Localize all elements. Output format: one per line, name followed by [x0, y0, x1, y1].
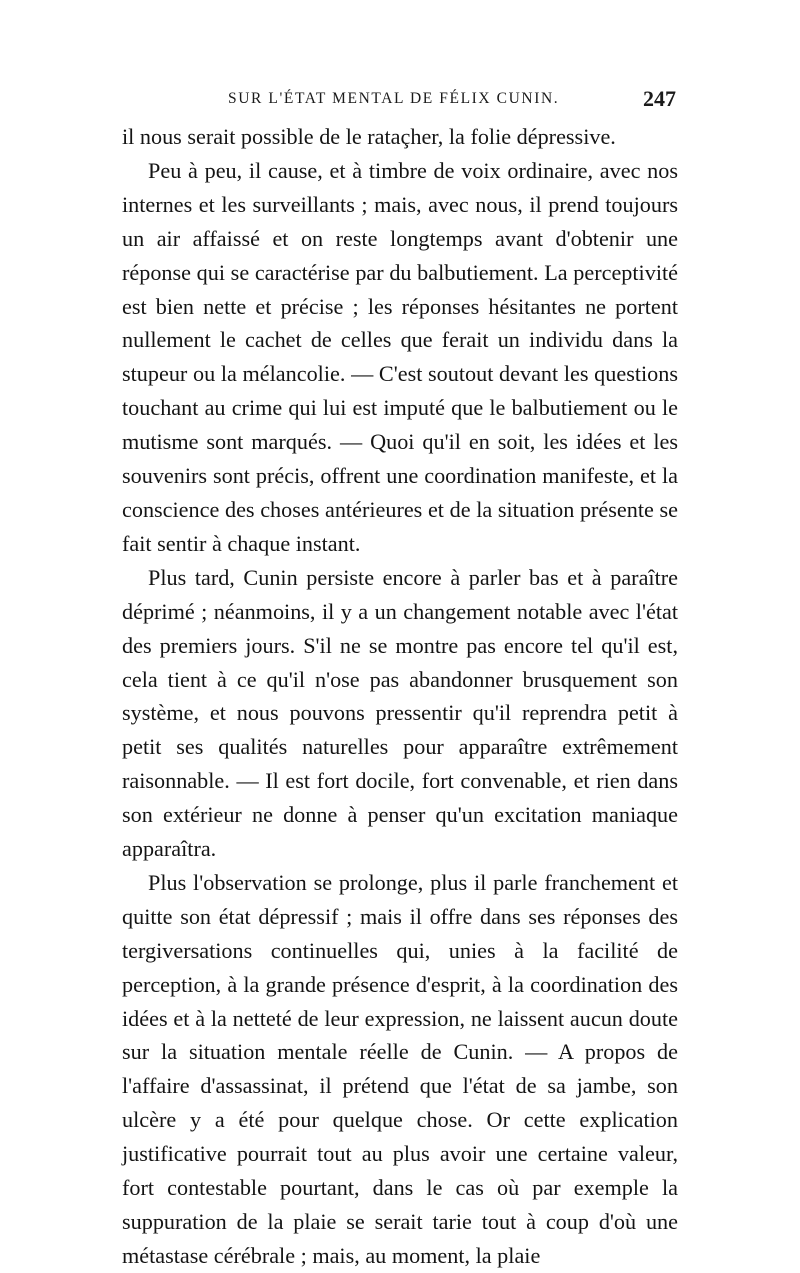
paragraph: Plus l'observation se prolonge, plus il parle franchement et quitte son état dépressif ; mais il offre dans ses réponses des tergiversations continuelles qui, unies à la facilité de perception, à la grande présence d'esprit, à la coordination des idées et à la netteté de leur expression, ne laissent aucun doute sur la situation mentale réelle de Cunin. — A propos de l'affaire d'assassinat, il prétend que l'état de sa jambe, son ulcère y a été pour quelque chose. Or cette explication justificative pourrait tout au plus avoir une certaine valeur, fort contestable pourtant, dans le cas où par exemple la suppuration de la plaie se serait tarie tout à coup d'où une métastase cérébrale ; mais, au moment, la plaie [122, 869, 678, 1268]
book-page [122, 86, 678, 1273]
paragraph-continuation: il nous serait possible de le rataçher, la folie dépressive. [122, 124, 616, 149]
body-text [122, 120, 678, 1273]
page-number: 247 [643, 86, 676, 111]
page-header [122, 86, 678, 120]
running-title: SUR L'ÉTAT MENTAL DE FÉLIX CUNIN. [228, 90, 560, 107]
paragraph: Plus tard, Cunin persiste encore à parler bas et à paraître déprimé ; néanmoins, il y a un changement notable avec l'état des premiers jours. S'il ne se montre pas encore tel qu'il est, cela tient à ce qu'il n'ose pas abandonner brusquement son système, et nous pouvons pressentir qu'il reprendra petit à petit ses qualités naturelles pour apparaître extrêmement raisonnable. — Il est fort docile, fort convenable, et rien dans son extérieur ne donne à penser qu'un excitation maniaque apparaîtra. [122, 564, 678, 862]
paragraph: Peu à peu, il cause, et à timbre de voix ordinaire, avec nos internes et les surveillants ; mais, avec nous, il prend toujours un air affaissé et on reste longtemps avant d'obtenir une réponse qui se caractérise par du balbutiement. La perceptivité est bien nette et précise ; les réponses hésitantes ne portent nullement le cachet de celles que ferait un individu dans la stupeur ou la mélancolie. — C'est soutout devant les questions touchant au crime qui lui est imputé que le balbutiement ou le mutisme sont marqués. — Quoi qu'il en soit, les idées et les souvenirs sont précis, offrent une coordination manifeste, et la conscience des choses antérieures et de la situation présente se fait sentir à chaque instant. [122, 157, 678, 556]
